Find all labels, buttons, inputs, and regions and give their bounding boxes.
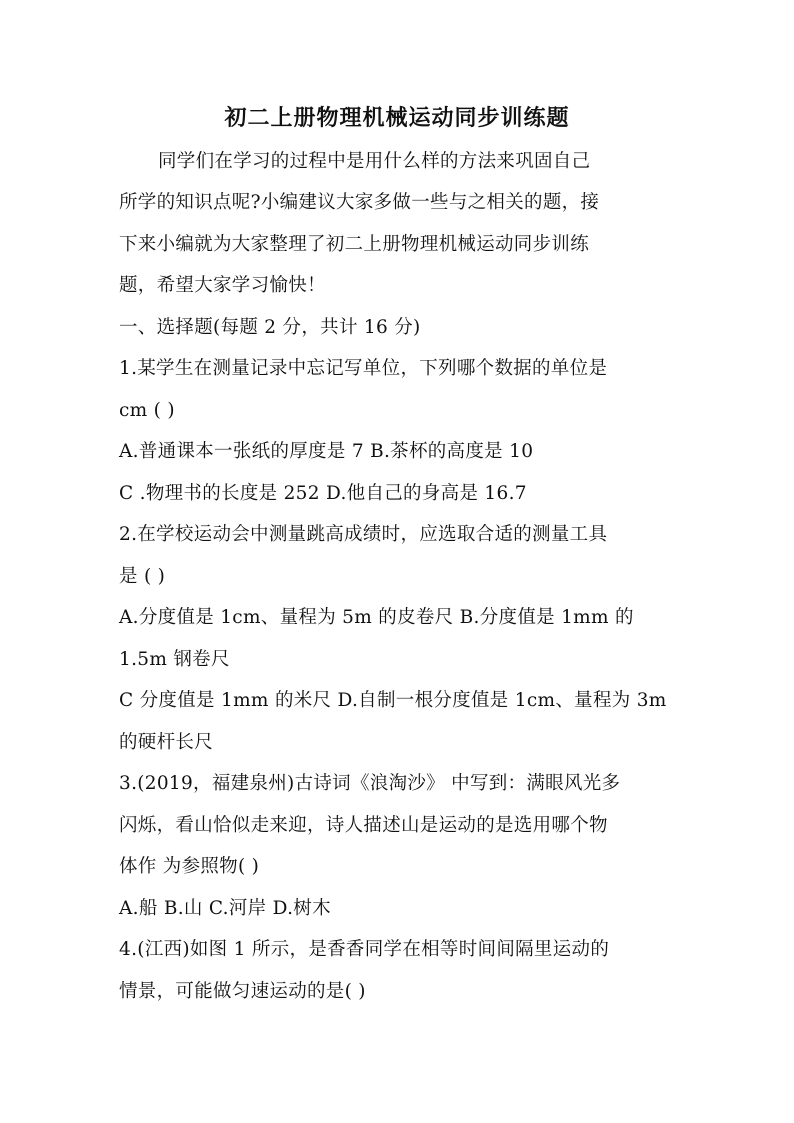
question-1-stem-line-1: 1.某学生在测量记录中忘记写单位，下列哪个数据的单位是	[119, 358, 608, 379]
question-4-stem-line-2: 情景，可能做匀速运动的是( )	[119, 981, 366, 1002]
question-2-stem-line-1: 2.在学校运动会中测量跳高成绩时，应选取合适的测量工具	[119, 524, 608, 545]
question-3-stem-line-2: 闪烁，看山恰似走来迎，诗人描述山是运动的是选用哪个物	[119, 815, 608, 836]
intro-line-3: 下来小编就为大家整理了初二上册物理机械运动同步训练	[119, 234, 590, 255]
intro-line-1: 同学们在学习的过程中是用什么样的方法来巩固自己	[158, 151, 591, 172]
question-1-option-line-2: C .物理书的长度是 252 D.他自己的身高是 16.7	[119, 483, 527, 504]
intro-line-2: 所学的知识点呢?小编建议大家多做一些与之相关的题，接	[119, 192, 600, 213]
question-2-option-line-2: 1.5m 钢卷尺	[119, 649, 230, 670]
question-3-option-line-1: A.船 B.山 C.河岸 D.树木	[119, 898, 331, 919]
question-2-option-line-1: A.分度值是 1cm、量程为 5m 的皮卷尺 B.分度值是 1mm 的	[119, 607, 634, 628]
question-2-option-line-3: C 分度值是 1mm 的米尺 D.自制一根分度值是 1cm、量程为 3m	[119, 690, 667, 711]
section-heading: 一、选择题(每题 2 分，共计 16 分)	[119, 317, 421, 338]
intro-line-4: 题，希望大家学习愉快！	[119, 275, 326, 296]
question-3-stem-line-1: 3.(2019，福建泉州)古诗词《浪淘沙》 中写到：满眼风光多	[119, 773, 621, 794]
question-2-stem-line-2: 是 ( )	[119, 566, 166, 587]
question-1-option-line-1: A.普通课本一张纸的厚度是 7 B.茶杯的高度是 10	[119, 441, 534, 462]
question-4-stem-line-1: 4.(江西)如图 1 所示，是香香同学在相等时间间隔里运动的	[119, 939, 610, 960]
question-2-option-line-4: 的硬杆长尺	[119, 732, 214, 753]
document-title: 初二上册物理机械运动同步训练题	[224, 105, 570, 131]
question-3-stem-line-3: 体作 为参照物( )	[119, 856, 260, 877]
question-1-stem-line-2: cm ( )	[119, 400, 175, 421]
